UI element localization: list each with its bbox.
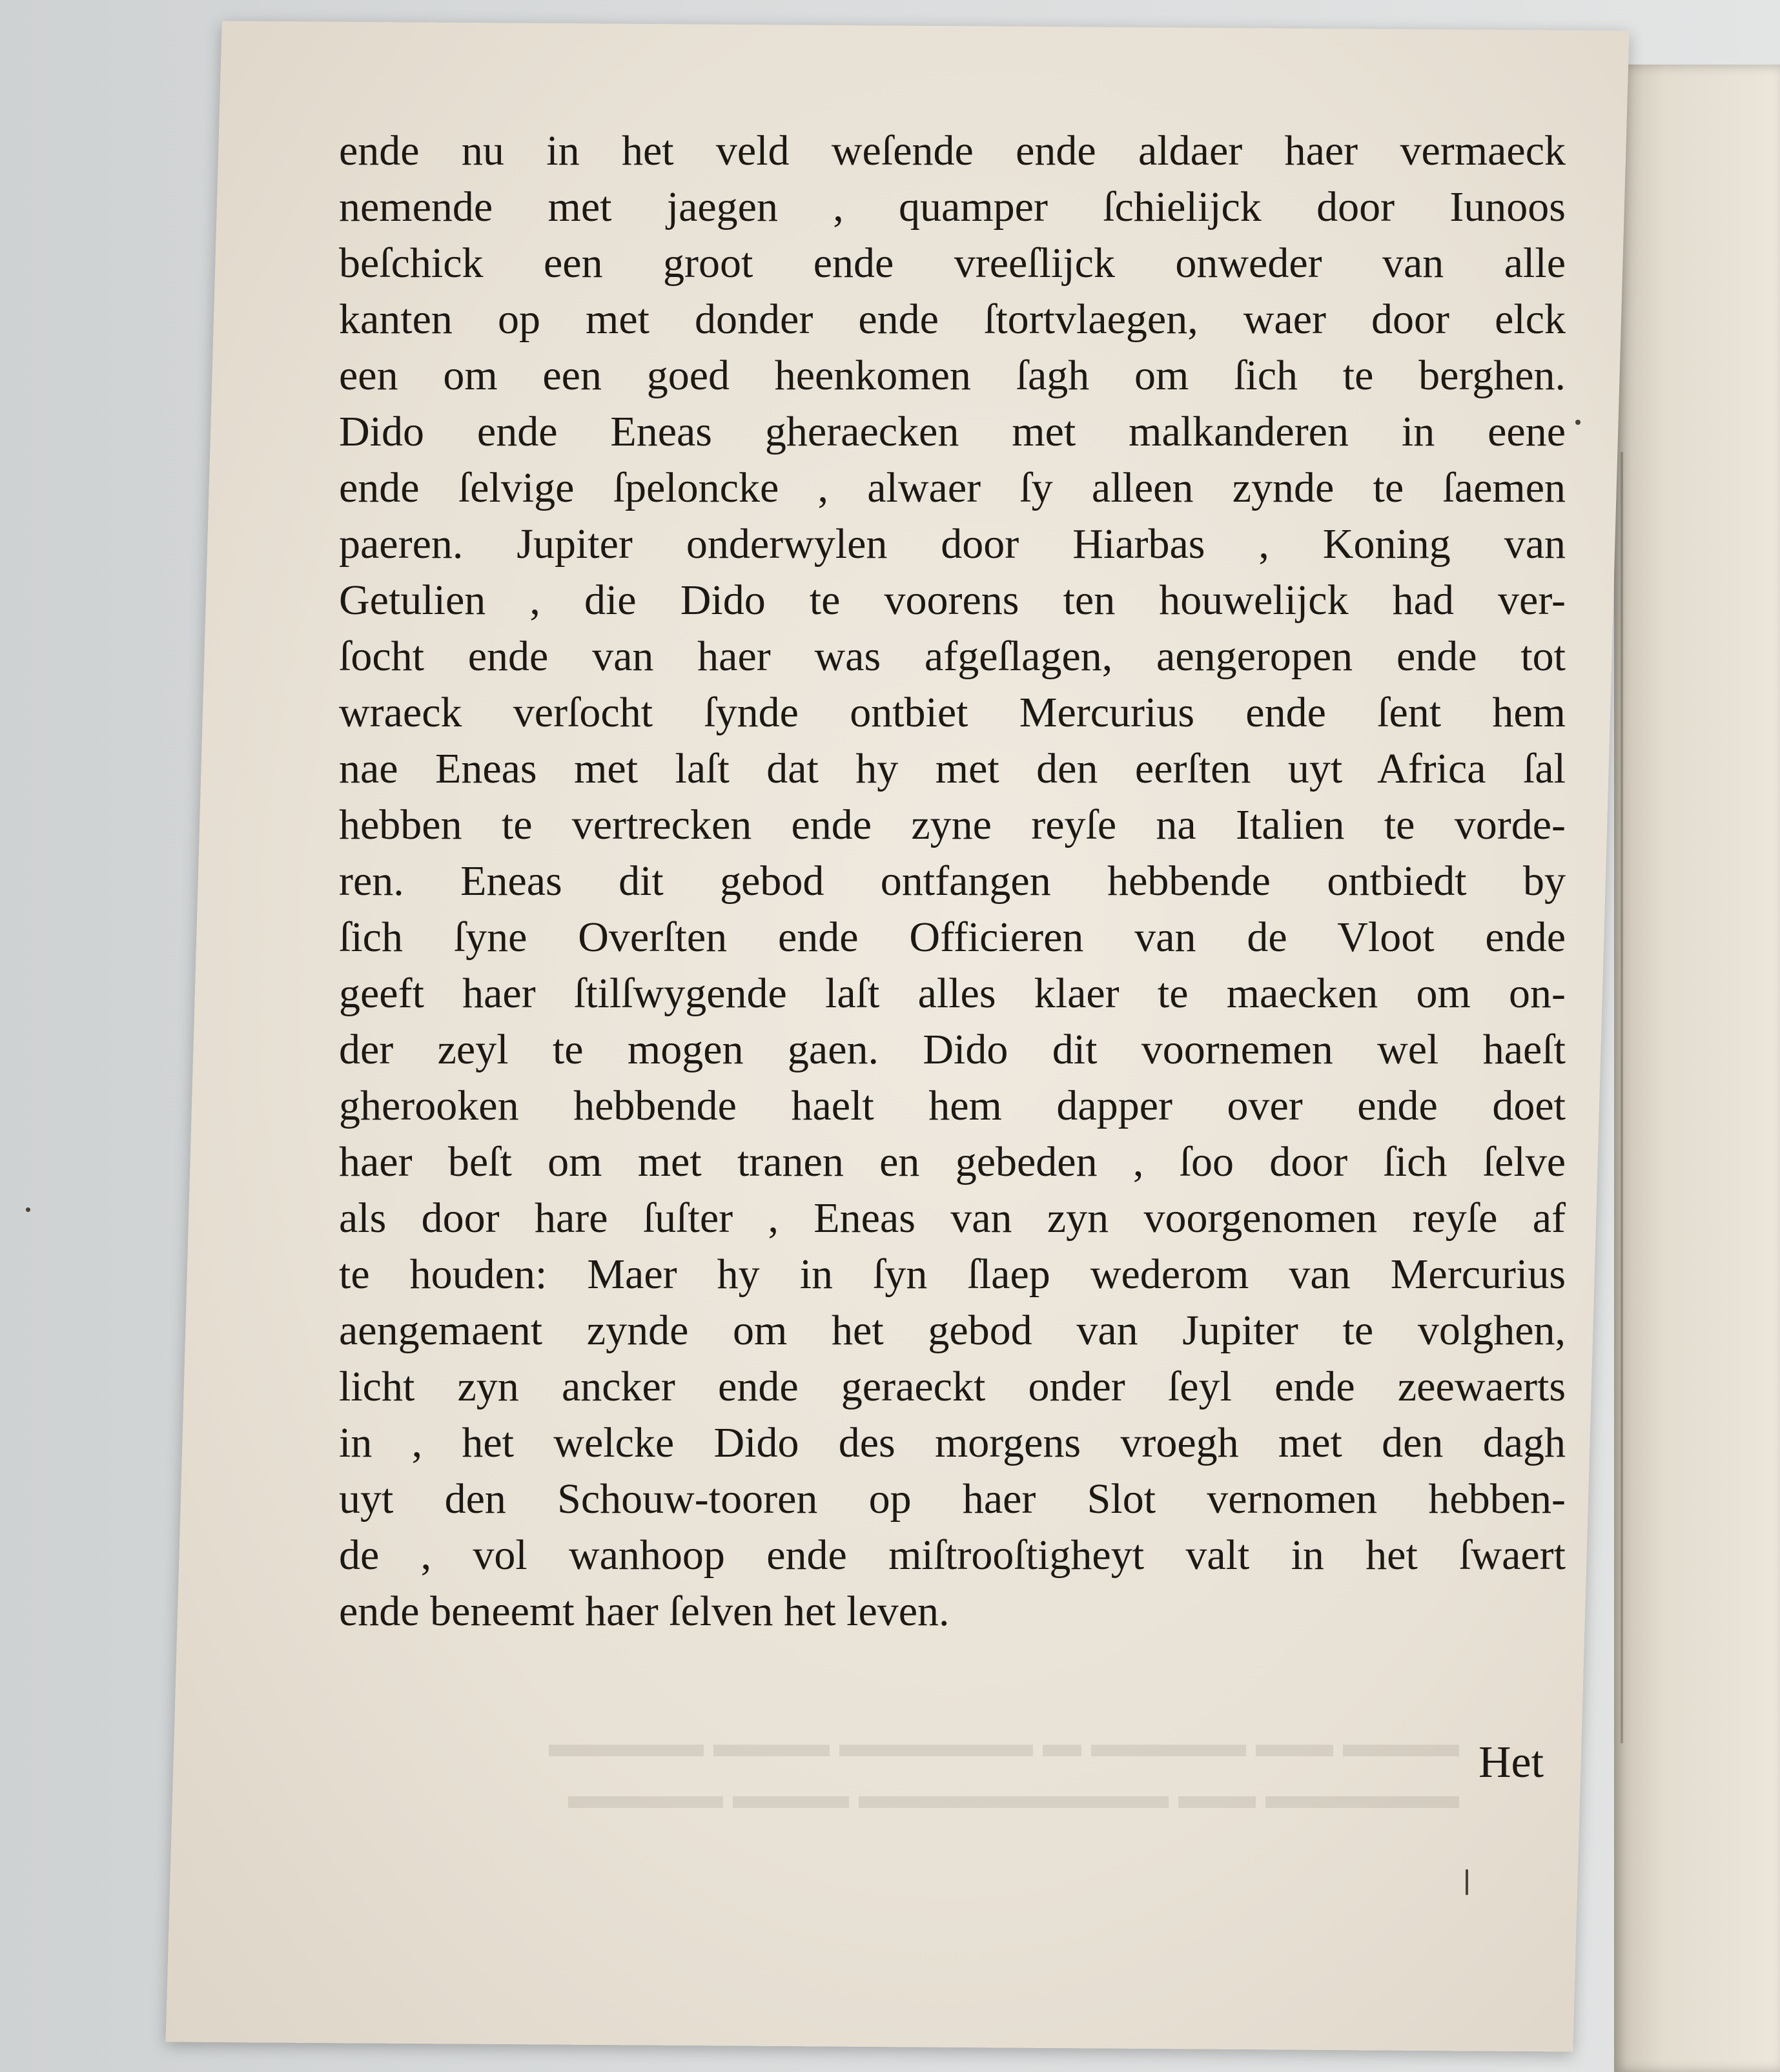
text-line-26: de , vol wanhoop ende miſtrooſtigheyt valt in het ſwaert [339, 1532, 1566, 1579]
text-line-17: der zeyl te mogen gaen. Dido dit voornemen wel haeſt [339, 1026, 1566, 1073]
text-line-15: ſich ſyne Overſten ende Officieren van de Vloot ende [339, 914, 1566, 961]
text-line-6: Dido ende Eneas gheraecken met malkanderen in eene [339, 408, 1566, 455]
text-line-25: uyt den Schouw-tooren op haer Slot vernomen hebben- [339, 1475, 1566, 1523]
text-line-19: haer beſt om met tranen en gebeden , ſoo door ſich ſelve [339, 1138, 1566, 1185]
text-line-18: gherooken hebbende haelt hem dapper over ende doet [339, 1082, 1566, 1129]
text-line-4: kanten op met donder ende ſtortvlaegen, waer door elck [339, 296, 1566, 343]
text-line-8: paeren. Jupiter onderwylen door Hiarbas , Koning van [339, 520, 1566, 568]
body-text [339, 123, 1566, 1639]
page-gutter-line [1621, 452, 1623, 1743]
text-line-22: aengemaent zynde om het gebod van Jupiter te volghen, [339, 1307, 1566, 1354]
text-line-20: als door hare ſuſter , Eneas van zyn voorgenomen reyſe af [339, 1195, 1566, 1242]
text-line-13: hebben te vertrecken ende zyne reyſe na Italien te vorde- [339, 801, 1566, 848]
text-line-27: ende beneemt haer ſelven het leven. [339, 1588, 950, 1635]
text-line-1: ende nu in het veld weſende ende aldaer haer vermaeck [339, 127, 1566, 174]
paper-speck [1466, 1869, 1468, 1895]
text-line-3: beſchick een groot ende vreeſlijck onweder van alle [339, 240, 1566, 287]
text-line-14: ren. Eneas dit gebod ontfangen hebbende ontbiedt by [339, 857, 1566, 905]
text-line-9: Getulien , die Dido te voorens ten houwelijck had ver- [339, 577, 1566, 624]
show-through-text: ▬▬▬ ▬▬ ▬▬▬▬ ▬ ▬▬▬▬▬ ▬▬▬ ▬▬▬▬ ▬▬▬▬▬ ▬▬ ▬▬▬▬▬▬▬▬ ▬▬▬ ▬▬▬▬ [549, 1722, 1459, 1816]
text-line-2: nemende met jaegen , quamper ſchielijck door Iunoos [339, 183, 1566, 231]
text-line-21: te houden: Maer hy in ſyn ſlaep wederom van Mercurius [339, 1251, 1566, 1298]
text-line-12: nae Eneas met laſt dat hy met den eerſten uyt Africa ſal [339, 745, 1566, 792]
facing-page-edge [1614, 65, 1780, 2072]
catchword: Het [1478, 1738, 1544, 1787]
text-line-7: ende ſelvige ſpelonckе , alwaer ſy alleen zynde te ſaemen [339, 464, 1566, 511]
paper-speck [1575, 420, 1581, 425]
text-line-5: een om een goed heenkomen ſagh om ſich te berghen. [339, 352, 1566, 399]
text-line-16: geeft haer ſtilſwygende laſt alles klaer te maecken om on- [339, 970, 1566, 1017]
text-line-24: in , het welcke Dido des morgens vroegh met den dagh [339, 1419, 1566, 1466]
text-line-23: licht zyn ancker ende geraeckt onder ſeyl ende zeewaerts [339, 1363, 1566, 1410]
text-line-11: wraeck verſocht ſynde ontbiet Mercurius ende ſent hem [339, 689, 1566, 736]
text-line-10: ſocht ende van haer was afgeſlagen, aengeropen ende tot [339, 633, 1566, 680]
paper-speck [26, 1207, 30, 1212]
